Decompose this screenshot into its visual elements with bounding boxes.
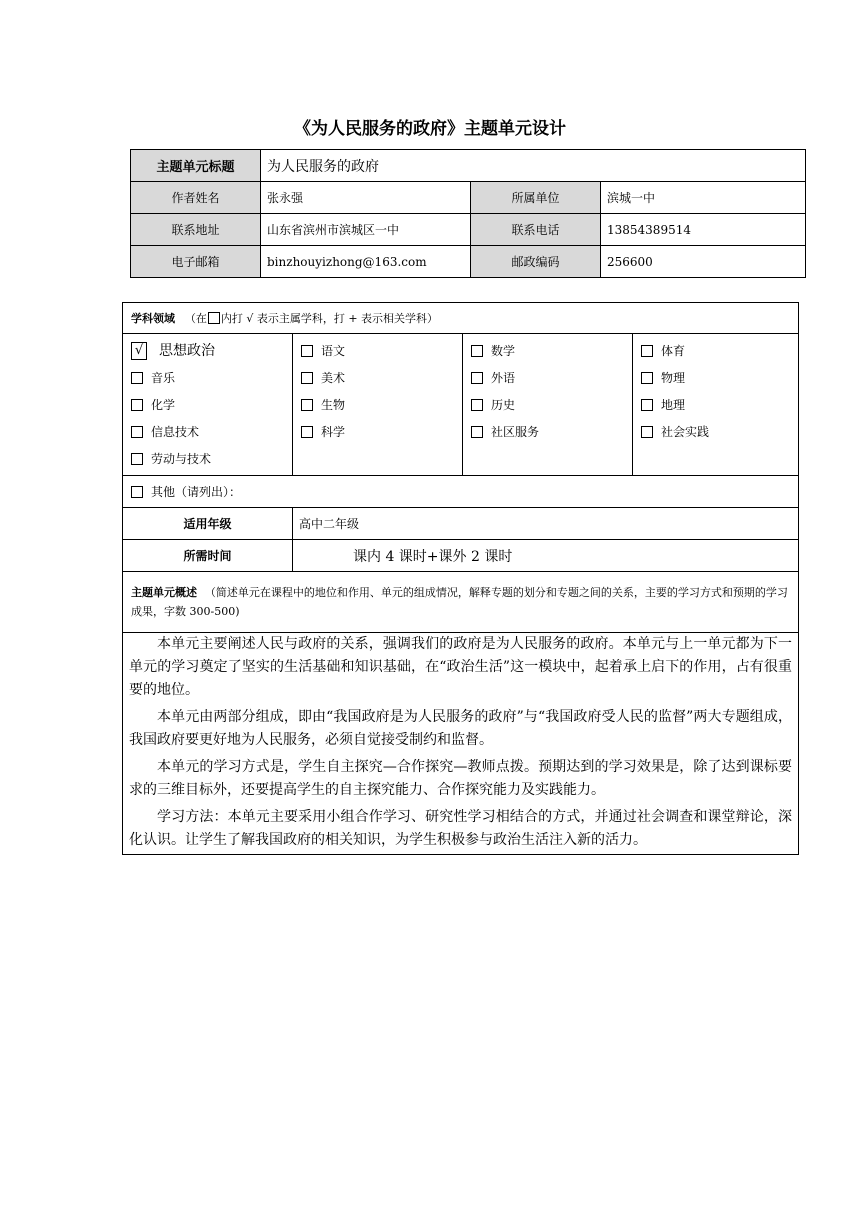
checkbox-icon[interactable] [301, 426, 313, 438]
checkbox-icon[interactable] [471, 372, 483, 384]
grade-label: 适用年级 [123, 508, 293, 540]
checkbox-icon[interactable] [131, 372, 143, 384]
checkbox-icon[interactable] [131, 399, 143, 411]
subject-label: 美术 [321, 371, 346, 385]
subject-item[interactable] [301, 392, 454, 419]
topic-value: 为人民服务的政府 [261, 150, 806, 182]
subject-item[interactable] [471, 338, 624, 365]
address-label: 联系地址 [131, 214, 261, 246]
checkbox-icon[interactable] [301, 345, 313, 357]
time-value: 课内 4 课时+课外 2 课时 [293, 540, 799, 572]
address-value: 山东省滨州市滨城区一中 [261, 214, 471, 246]
subject-label: 社区服务 [491, 425, 540, 439]
unit-label: 所属单位 [471, 182, 601, 214]
overview-header-row [123, 572, 799, 633]
postcode-label: 邮政编码 [471, 246, 601, 278]
subject-label: 劳动与技术 [151, 452, 212, 466]
email-value: binzhouyizhong@163.com [261, 246, 471, 278]
checkbox-icon [208, 312, 220, 324]
email-row [131, 246, 806, 278]
subject-column-4 [633, 334, 799, 476]
subject-label: 音乐 [151, 371, 176, 385]
subject-item[interactable] [301, 338, 454, 365]
subject-label: 信息技术 [151, 425, 200, 439]
subject-item-checked[interactable] [131, 338, 284, 365]
subject-header-row [123, 303, 799, 334]
subject-item[interactable] [301, 365, 454, 392]
design-table [122, 302, 799, 855]
checkbox-icon[interactable] [641, 426, 653, 438]
checkbox-icon[interactable] [471, 345, 483, 357]
overview-paragraph: 本单元主要阐述人民与政府的关系，强调我们的政府是为人民服务的政府。本单元与上一单元都为下一单元的学习奠定了坚实的生活基础和知识基础，在“政治生活”这一模块中，起着承上启下的作用，占有很重要的地位。 [129, 636, 792, 698]
postcode-value: 256600 [601, 246, 806, 278]
phone-label: 联系电话 [471, 214, 601, 246]
subject-label: 科学 [321, 425, 346, 439]
grade-value: 高中二年级 [293, 508, 799, 540]
subject-column-1 [123, 334, 293, 476]
grade-row [123, 508, 799, 540]
subject-item[interactable] [471, 365, 624, 392]
subject-item[interactable] [131, 419, 284, 446]
author-row [131, 182, 806, 214]
subject-label: 体育 [661, 344, 686, 358]
info-table [130, 149, 806, 278]
checkbox-icon[interactable] [131, 426, 143, 438]
checkbox-icon[interactable] [301, 372, 313, 384]
subject-item[interactable] [131, 365, 284, 392]
unit-value: 滨城一中 [601, 182, 806, 214]
checkbox-icon[interactable] [471, 399, 483, 411]
overview-note: （简述单元在课程中的地位和作用、单元的组成情况，解释专题的划分和专题之间的关系，主要的学习方式和预期的学习成果，字数 300-500) [131, 586, 788, 618]
time-row [123, 540, 799, 572]
subject-grid-row [123, 334, 799, 476]
subject-item[interactable] [131, 446, 284, 473]
checkbox-icon[interactable] [471, 426, 483, 438]
subject-item[interactable] [641, 419, 790, 446]
phone-value: 13854389514 [601, 214, 806, 246]
subject-header-note-after: 内打 √ 表示主属学科，打 + 表示相关学科） [220, 312, 439, 325]
subject-label: 数学 [491, 344, 516, 358]
subject-header-note-before: （在 [184, 312, 207, 325]
subject-item[interactable] [641, 338, 790, 365]
other-subject-label: 其他（请列出）： [151, 485, 242, 499]
checkmark-icon[interactable]: √ [131, 342, 147, 360]
subject-label: 思想政治 [159, 343, 215, 359]
subject-label: 生物 [321, 398, 346, 412]
checkbox-icon[interactable] [301, 399, 313, 411]
subject-item[interactable] [641, 365, 790, 392]
other-subject-row [123, 476, 799, 508]
subject-item[interactable] [471, 392, 624, 419]
overview-body-row [123, 633, 799, 855]
checkbox-icon[interactable] [641, 399, 653, 411]
topic-label: 主题单元标题 [131, 150, 261, 182]
checkbox-icon[interactable] [131, 453, 143, 465]
subject-label: 外语 [491, 371, 516, 385]
document-title: 《为人民服务的政府》主题单元设计 [294, 119, 566, 139]
address-row [131, 214, 806, 246]
subject-item[interactable] [301, 419, 454, 446]
subject-label: 社会实践 [661, 425, 710, 439]
subject-label: 语文 [321, 344, 346, 358]
subject-label: 历史 [491, 398, 516, 412]
time-label: 所需时间 [123, 540, 293, 572]
subject-item[interactable] [641, 392, 790, 419]
subject-label: 物理 [661, 371, 686, 385]
checkbox-icon[interactable] [131, 486, 143, 498]
subject-column-2 [293, 334, 463, 476]
subject-label: 化学 [151, 398, 176, 412]
subject-item[interactable] [131, 392, 284, 419]
overview-paragraph: 学习方法：本单元主要采用小组合作学习、研究性学习相结合的方式，并通过社会调查和课堂辩论，深化认识。让学生了解我国政府的相关知识，为学生积极参与政治生活注入新的活力。 [129, 809, 792, 848]
subject-item[interactable] [471, 419, 624, 446]
email-label: 电子邮箱 [131, 246, 261, 278]
author-value: 张永强 [261, 182, 471, 214]
overview-paragraph: 本单元由两部分组成，即由“我国政府是为人民服务的政府”与“我国政府受人民的监督”两大专题组成，我国政府要更好地为人民服务，必须自觉接受制约和监督。 [129, 709, 792, 748]
overview-paragraph: 本单元的学习方式是，学生自主探究—合作探究—教师点拨。预期达到的学习效果是，除了达到课标要求的三维目标外，还要提高学生的自主探究能力、合作探究能力及实践能力。 [129, 759, 792, 798]
subject-column-3 [463, 334, 633, 476]
topic-row [131, 150, 806, 182]
author-label: 作者姓名 [131, 182, 261, 214]
subject-label: 地理 [661, 398, 686, 412]
checkbox-icon[interactable] [641, 345, 653, 357]
overview-label: 主题单元概述 [131, 586, 197, 599]
checkbox-icon[interactable] [641, 372, 653, 384]
subject-header-label: 学科领域 [131, 312, 175, 325]
